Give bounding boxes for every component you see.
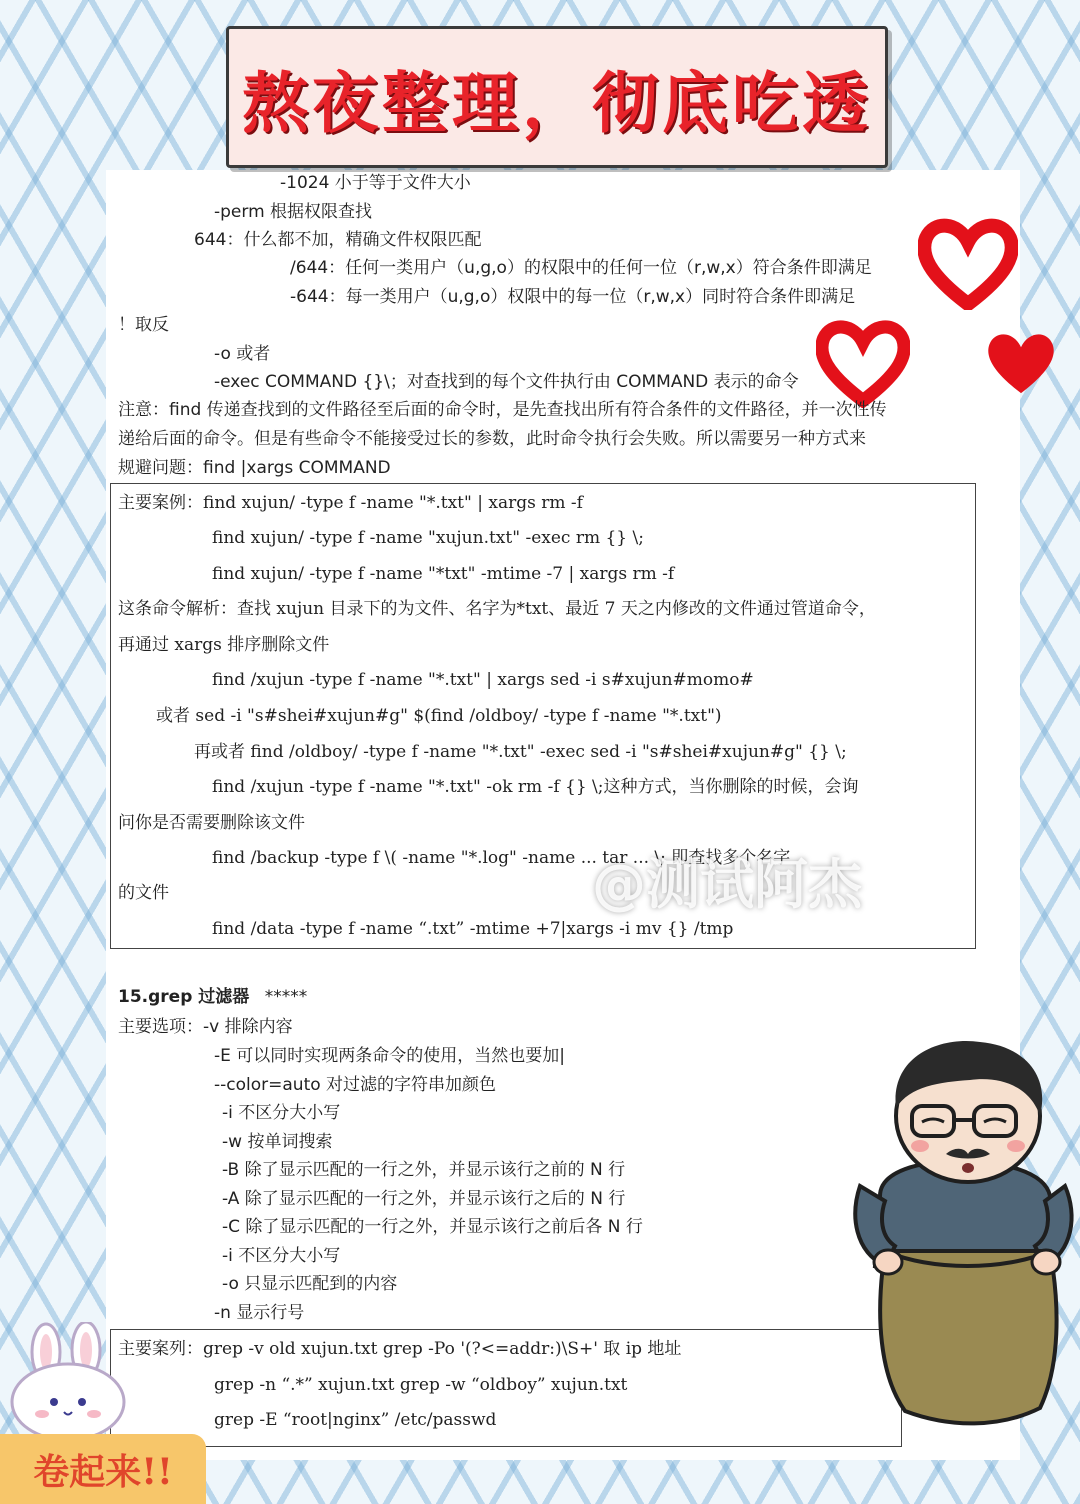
- text-line: -C 除了显示匹配的一行之外，并显示该行之前后各 N 行: [222, 1217, 643, 1237]
- text-line: -i 不区分大小写: [222, 1103, 341, 1123]
- text-line: 644：什么都不加，精确文件权限匹配: [194, 230, 482, 250]
- code-line: 的文件: [118, 883, 169, 903]
- text-line: -644：每一类用户（u,g,o）权限中的每一位（r,w,x）同时符合条件即满足: [290, 287, 856, 307]
- text-line: -o 只显示匹配到的内容: [222, 1274, 398, 1294]
- title-banner: [226, 26, 888, 168]
- code-line: grep -E “root|nginx” /etc/passwd: [214, 1410, 497, 1430]
- text-line: -perm 根据权限查找: [214, 202, 373, 222]
- grep-heading: 15.grep 过滤器: [118, 987, 250, 1007]
- text-line: 递给后面的命令。但是有些命令不能接受过长的参数，此时命令执行会失败。所以需要另一种方式来: [118, 429, 866, 449]
- section-heading: [118, 986, 307, 1008]
- heart-icon: [918, 218, 1018, 310]
- bunny-sticker-icon: [6, 1322, 146, 1442]
- code-line: 问你是否需要删除该文件: [118, 813, 305, 833]
- code-line: find /xujun -type f -name "*.txt" -ok rm -f {} \;这种方式，当你删除的时候，会询: [212, 777, 859, 797]
- text-line: -i 不区分大小写: [222, 1246, 341, 1266]
- text-line: ！取反: [118, 315, 169, 335]
- sticker-label: 卷起来!!: [0, 1434, 206, 1504]
- cartoon-man-illustration: [850, 1036, 1080, 1436]
- watermark-text: @测试阿杰: [592, 853, 862, 916]
- code-line: find xujun/ -type f -name "*txt" -mtime -7 | xargs rm -f: [212, 564, 675, 584]
- text-line: -A 除了显示匹配的一行之外，并显示该行之后的 N 行: [222, 1189, 626, 1209]
- text-line: --color=auto 对过滤的字符串加颜色: [214, 1075, 497, 1095]
- heart-icon: [984, 330, 1058, 396]
- code-line: 再或者 find /oldboy/ -type f -name "*.txt" -exec sed -i "s#shei#xujun#g" {} \;: [194, 742, 847, 762]
- text-line: 规避问题：find |xargs COMMAND: [118, 458, 391, 478]
- code-line: 主要案例：find xujun/ -type f -name "*.txt" | xargs rm -f: [118, 493, 583, 513]
- code-line: 或者 sed -i "s#shei#xujun#g" $(find /oldboy/ -type f -name "*.txt"): [156, 706, 722, 726]
- text-line: -B 除了显示匹配的一行之外，并显示该行之前的 N 行: [222, 1160, 626, 1180]
- code-line: find /xujun -type f -name "*.txt" | xargs sed -i s#xujun#momo#: [212, 670, 754, 690]
- heart-icon: [816, 318, 910, 408]
- code-line: grep -n “.*” xujun.txt grep -w “oldboy” xujun.txt: [214, 1375, 628, 1395]
- text-line: -n 显示行号: [214, 1303, 305, 1323]
- text-line: -E 可以同时实现两条命令的使用，当然也要加|: [214, 1046, 566, 1066]
- text-line: -o 或者: [214, 344, 271, 364]
- banner-title: 熬夜整理，彻底吃透: [242, 64, 872, 142]
- text-line: -w 按单词搜索: [222, 1132, 333, 1152]
- rating-stars: *****: [264, 987, 308, 1007]
- text-line: -1024 小于等于文件大小: [280, 173, 471, 193]
- code-line: find /backup -type f \( -name "*.log" -name ... tar ... \; 即查找多个名字: [212, 848, 791, 868]
- code-line: find xujun/ -type f -name "xujun.txt" -exec rm {} \;: [212, 528, 644, 548]
- text-line: 注意：find 传递查找到的文件路径至后面的命令时，是先查找出所有符合条件的文件路径，并一次性传: [118, 400, 887, 420]
- code-line: 这条命令解析：查找 xujun 目录下的为文件、名字为*txt、最近 7 天之内修改的文件通过管道命令，: [118, 599, 876, 619]
- code-line: 主要案列：grep -v old xujun.txt grep -Po '(?<=addr:)\S+' 取 ip 地址: [118, 1339, 682, 1359]
- text-line: 主要选项：-v 排除内容: [118, 1017, 293, 1037]
- text-line: /644：任何一类用户（u,g,o）的权限中的任何一位（r,w,x）符合条件即满足: [290, 258, 872, 278]
- code-line: find /data -type f -name “.txt” -mtime +7|xargs -i mv {} /tmp: [212, 919, 734, 939]
- code-line: 再通过 xargs 排序删除文件: [118, 635, 330, 655]
- text-line: -exec COMMAND {}\；对查找到的每个文件执行由 COMMAND 表示的命令: [214, 372, 799, 392]
